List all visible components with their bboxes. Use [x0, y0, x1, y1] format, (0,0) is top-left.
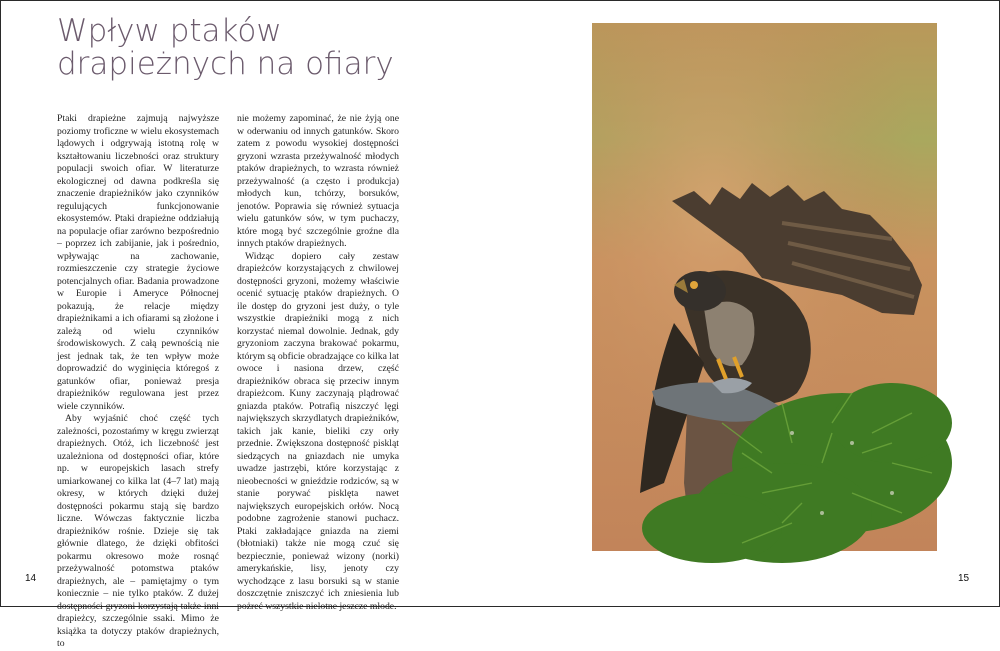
- goshawk-with-prey-icon: [592, 23, 937, 551]
- title-line-2: drapieżnych na ofiary: [57, 46, 394, 82]
- paragraph: Ptaki drapieżne zajmują najwyższe poziomy troficzne w wielu ekosystemach lądowych i odgrywają istotną rolę w kształtowaniu liczebności oraz struktury populacji swoich ofiar. W literaturze ekologicznej od dawna podkreśla się znaczenie drapieżników jako czynników regulujących funkcjonowanie ekosystemów. Ptaki drapieżne oddziałują na populacje ofiar zarówno bezpośrednio – poprzez ich zabijanie, jak i pośrednio, wpływając na zachowanie, rozmieszczenie czy strategie życiowe potencjalnych ofiar. Badania prowadzone w Europie i Ameryce Północnej pokazują, że relacje między drapieżnikami a ich ofiarami są złożone i zależą od wielu czynników środowiskowych. Z całą pewnością nie jest jednak tak, że ten wpływ może doprowadzić do wyginięcia któregoś z gatunków ofiar, ponieważ presja drapieżników regulowana jest przez wiele czynników.: [57, 113, 219, 412]
- text-column-left: [57, 113, 219, 651]
- page-title: [57, 15, 394, 81]
- page-number-right: 15: [958, 573, 970, 584]
- paragraph: Widząc dopiero cały zestaw drapieżców korzystających z chwilowej dostępności gryzoni, możemy właściwie ocenić sytuację ptaków drapieżnych. O ile dostęp do gryzoni jest duży, o tyle wszystkie drapieżniki mogą z nich korzystać niemal dowolnie. Jednak, gdy gryzoniom zaczyna brakować pokarmu, którym są obficie obradzające co kilka lat owoce i nasiona drzew, część drapieżników obraca się przeciw innym drapieżcom. Kuny zaczynają plądrować gniazda ptaków. Potrafią niszczyć lęgi największych skrzydlatych drapieżników, takich jak kanie, bieliki czy orły przednie. Zwiększona dostępność piskląt siedzących na gniazdach nie umyka uwadze jastrzębi, które korzystając z nieobecności w gnieździe rodziców, są w stanie porywać pisklęta nawet największych europejskich orłów. Nocą podobne zagrożenie stanowi puchacz. Ptaki zakładające gniazda na ziemi (błotniaki) także nie mogą czuć się bezpiecznie, ponieważ wizony (norki) amerykańskie, lisy, jenoty czy wychodzące z lasu borsuki są w stanie doszczętnie zniszczyć ich zniesienia lub pożreć wszystkie nielotne jeszcze młode.: [237, 250, 399, 612]
- paragraph: nie możemy zapominać, że nie żyją one w oderwaniu od innych gatunków. Skoro zatem z powodu wysokiej dostępności gryzoni wzrasta przeżywalność młodych ptaków drapieżnych, to wzrasta również przeżywalność (a często i produkcja) młodych kun, tchórzy, borsuków, jenotów. Poprawia się również sytuacja wielu gatunków sów, w tym puchaczy, które mogą być szczególnie groźne dla innych ptaków drapieżnych.: [237, 113, 399, 249]
- page-number-left: 14: [25, 573, 37, 584]
- goshawk-photo: [592, 23, 937, 551]
- paragraph: Aby wyjaśnić choć część tych zależności, pozostańmy w kręgu zwierząt drapieżnych. Otóż, ich liczebność jest uzależniona od dostępności ofiar, które np. w europejskich lasach strefy umiarkowanej co kilka lat (4–7 lat) mają okresy, w których dzięki dużej dostępności pokarmu stają się bardzo liczne. Wówczas faktycznie liczba drapieżników rośnie. Dzieje się tak głównie dlatego, że dzięki obfitości pokarmu okresowo może rosnąć przeżywalność potomstwa ptaków drapieżnych, ale – pamiętajmy o tym koniecznie – nie tylko ptaków. Z dużej dostępności gryzoni korzystają także inni drapieżcy, szczególnie ssaki. Mimo że książka ta dotyczy ptaków drapieżnych, to: [57, 413, 219, 649]
- text-column-right: [237, 113, 399, 613]
- title-line-1: Wpływ ptaków: [57, 13, 282, 49]
